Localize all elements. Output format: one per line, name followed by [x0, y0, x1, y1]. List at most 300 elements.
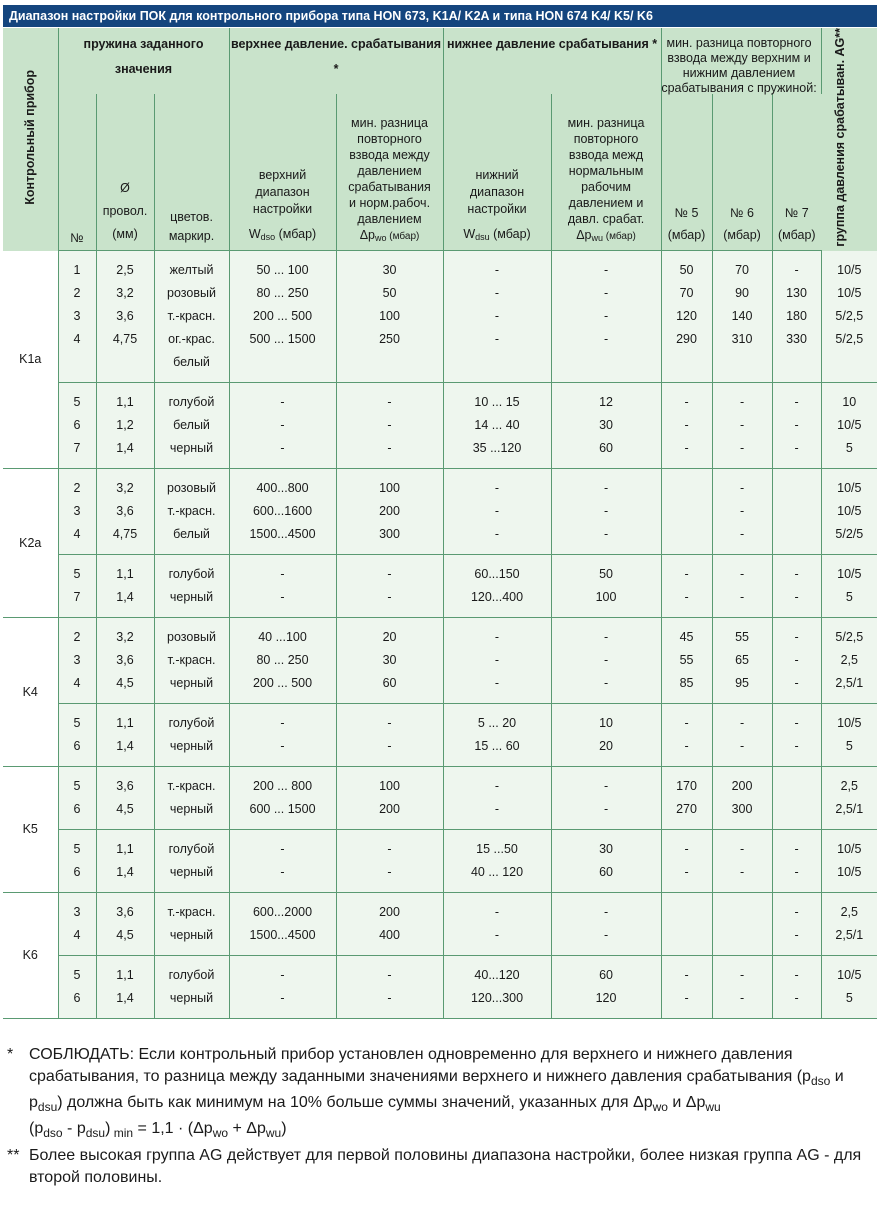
table-body	[3, 251, 877, 1019]
cell-value: 400...800	[256, 481, 309, 496]
cell-value	[662, 901, 712, 924]
cell-wdsu	[443, 555, 551, 618]
cell-value: 120...400	[470, 590, 524, 605]
cell-wdsu	[443, 251, 551, 383]
cell-value: 50	[679, 263, 694, 278]
table-row-block	[3, 830, 877, 893]
cell-value: -	[684, 418, 689, 433]
cell-value: 200 ... 800	[252, 779, 313, 794]
cell-value: -	[684, 395, 689, 410]
cell-n6	[712, 555, 772, 618]
cell-value: -	[603, 481, 609, 496]
table-row-block	[3, 956, 877, 1019]
cell-wdsu	[443, 704, 551, 767]
cell-value: -	[387, 441, 392, 456]
cell-value: 30	[599, 418, 613, 433]
cell-value	[713, 901, 772, 924]
header-dpwo-l3: взвода между	[349, 148, 430, 163]
cell-value: 6	[73, 739, 81, 754]
cell-value: 5	[73, 968, 81, 983]
header-dpwu-l7: давл. срабат.	[567, 212, 645, 227]
cell-value: -	[684, 590, 689, 605]
cell-color	[154, 251, 229, 383]
cell-value: 3,6	[116, 504, 134, 519]
cell-wire	[96, 555, 154, 618]
cell-color	[154, 893, 229, 956]
cell-value: -	[684, 716, 689, 731]
header-dpwo-l4: давлением	[357, 164, 422, 179]
cell-dpwo	[336, 830, 443, 893]
header-dpwu-l4: нормальным	[568, 164, 644, 179]
cell-no	[58, 893, 96, 956]
cell-dpwo	[336, 893, 443, 956]
cell-value	[662, 500, 712, 523]
cell-value: -	[494, 928, 500, 943]
cell-value: 1,1	[116, 968, 134, 983]
footnote-2	[7, 1145, 877, 1189]
cell-value: -	[280, 590, 285, 605]
header-color	[154, 94, 229, 251]
cell-value	[822, 351, 878, 374]
cell-dpwu	[551, 767, 661, 830]
cell-value: 70	[679, 286, 694, 301]
cell-value: -	[794, 865, 799, 880]
cell-n7	[772, 767, 821, 830]
cell-value: -	[739, 441, 745, 456]
cell-value: 35 ...120	[472, 441, 522, 456]
cell-value: 4	[73, 527, 81, 542]
device-cell: K2a	[3, 469, 58, 618]
cell-dpwu	[551, 469, 661, 555]
cell-ag	[821, 469, 877, 555]
cell-value: 30	[599, 842, 613, 857]
cell-value: -	[794, 676, 799, 691]
cell-dpwo	[336, 704, 443, 767]
cell-value: 4	[73, 928, 81, 943]
header-dpwu-l6: давлением и	[568, 196, 644, 211]
cell-wdso	[229, 555, 336, 618]
cell-value: 200	[379, 905, 400, 920]
cell-wire	[96, 618, 154, 704]
cell-value: 4,75	[112, 332, 138, 347]
header-wire-l3: (мм)	[112, 227, 138, 242]
cell-value: 3	[73, 309, 81, 324]
cell-value: 2,5/1	[835, 676, 864, 691]
cell-value: -	[684, 968, 689, 983]
cell-value: белый	[173, 355, 210, 370]
cell-value: 100	[379, 481, 400, 496]
cell-value: 300	[731, 802, 753, 817]
cell-n7	[772, 704, 821, 767]
cell-value: -	[603, 779, 609, 794]
cell-value: голубой	[168, 968, 215, 983]
header-n6-label: № 6	[730, 206, 754, 221]
cell-value: голубой	[168, 567, 215, 582]
cell-color	[154, 618, 229, 704]
cell-value: 10/5	[837, 716, 862, 731]
cell-value: черный	[169, 865, 214, 880]
cell-n5	[661, 469, 712, 555]
cell-value: 120	[595, 991, 617, 1006]
cell-value: -	[684, 865, 689, 880]
cell-value: -	[794, 739, 799, 754]
cell-no	[58, 555, 96, 618]
cell-ag	[821, 618, 877, 704]
cell-wire	[96, 830, 154, 893]
cell-value: -	[794, 991, 799, 1006]
cell-value: 100	[595, 590, 617, 605]
cell-value: -	[280, 739, 285, 754]
cell-value	[444, 351, 551, 374]
cell-value: -	[280, 395, 285, 410]
cell-value: -	[280, 441, 285, 456]
cell-value	[773, 523, 821, 546]
cell-value: -	[387, 567, 392, 582]
cell-n5	[661, 251, 712, 383]
cell-value: 2,5/1	[835, 802, 864, 817]
cell-value	[773, 500, 821, 523]
cell-value: -	[603, 263, 609, 278]
cell-value: 600 ... 1500	[249, 802, 316, 817]
cell-value: 200	[379, 504, 400, 519]
cell-value: т.-красн.	[167, 653, 216, 668]
header-dpwu-l2: повторного	[573, 132, 639, 147]
table-row-block	[3, 704, 877, 767]
header-wdsu-l3: настройки	[467, 202, 527, 217]
cell-dpwu	[551, 618, 661, 704]
cell-value: 1500...4500	[249, 928, 316, 943]
cell-ag	[821, 251, 877, 383]
cell-value: 5/2/5	[835, 527, 864, 542]
cell-n5	[661, 383, 712, 469]
header-wdsu-l2: диапазон	[469, 185, 525, 200]
cell-value: т.-красн.	[167, 504, 216, 519]
cell-wdsu	[443, 956, 551, 1019]
cell-value: т.-красн.	[167, 905, 216, 920]
cell-value: 3,6	[116, 309, 134, 324]
cell-value: 5	[845, 991, 853, 1006]
cell-value: 45	[679, 630, 694, 645]
cell-no	[58, 704, 96, 767]
cell-value	[662, 477, 712, 500]
cell-value: 5 ... 20	[477, 716, 517, 731]
cell-value: 2,5	[840, 905, 858, 920]
cell-value: 90	[735, 286, 749, 301]
cell-value: т.-красн.	[167, 779, 216, 794]
cell-value: -	[794, 263, 799, 278]
cell-value: розовый	[167, 630, 216, 645]
cell-value: 500 ... 1500	[249, 332, 316, 347]
cell-value: -	[739, 567, 745, 582]
cell-value: 120...300	[470, 991, 524, 1006]
header-n7-label: № 7	[784, 206, 809, 221]
cell-value: 5	[845, 441, 853, 456]
cell-value: -	[603, 653, 609, 668]
cell-value: 10	[599, 716, 613, 731]
cell-value: 5/2,5	[835, 309, 864, 323]
cell-value: 60	[599, 968, 613, 983]
cell-wdso	[229, 830, 336, 893]
cell-wire	[96, 251, 154, 383]
cell-value: 30	[382, 653, 397, 668]
cell-value: -	[280, 842, 285, 857]
cell-value: -	[603, 905, 609, 920]
header-ag	[821, 28, 877, 251]
cell-n7	[772, 618, 821, 704]
cell-value	[662, 351, 712, 374]
header-dpwo-l1: мин. разница	[351, 116, 428, 131]
cell-value: 85	[679, 676, 694, 691]
cell-value: -	[603, 527, 609, 542]
cell-n6	[712, 469, 772, 555]
cell-value: 7	[73, 441, 81, 456]
cell-value: 4	[73, 332, 81, 347]
table-row-block	[3, 555, 877, 618]
cell-value: 4,5	[116, 928, 134, 943]
cell-value: -	[603, 928, 609, 943]
cell-value: -	[494, 779, 500, 794]
cell-dpwu	[551, 383, 661, 469]
cell-value: 10/5	[837, 504, 862, 519]
cell-value: черный	[169, 590, 214, 605]
cell-value: -	[794, 441, 799, 456]
cell-value: 5	[73, 779, 81, 794]
cell-dpwu	[551, 956, 661, 1019]
cell-value: -	[739, 504, 745, 519]
header-n5-unit: (мбар)	[667, 228, 706, 243]
cell-value: 4,75	[112, 527, 138, 542]
header-dpwo-l2: повторного	[357, 132, 422, 147]
cell-dpwo	[336, 469, 443, 555]
cell-value: 20	[599, 739, 613, 754]
cell-value: -	[387, 395, 392, 410]
cell-value: голубой	[168, 395, 215, 410]
cell-value	[713, 351, 772, 374]
cell-value: -	[280, 991, 285, 1006]
cell-value	[662, 924, 712, 947]
cell-value: -	[739, 865, 745, 880]
cell-wdso	[229, 618, 336, 704]
cell-value: 2,5	[116, 263, 134, 278]
cell-value: -	[794, 418, 799, 433]
cell-value: -	[684, 441, 689, 456]
cell-ag	[821, 704, 877, 767]
cell-value: -	[494, 504, 500, 519]
header-dpwu-l5: рабочим	[581, 180, 631, 195]
header-wdso	[229, 94, 336, 251]
cell-wire	[96, 893, 154, 956]
device-cell: K4	[3, 618, 58, 767]
cell-value: -	[494, 527, 500, 542]
cell-n7	[772, 830, 821, 893]
cell-wire	[96, 767, 154, 830]
cell-value: 330	[786, 332, 807, 347]
cell-color	[154, 555, 229, 618]
cell-no	[58, 830, 96, 893]
cell-dpwo	[336, 956, 443, 1019]
header-n5	[661, 94, 712, 251]
cell-value: ог.-крас.	[168, 332, 215, 347]
cell-wdso	[229, 893, 336, 956]
cell-value: 1,1	[116, 395, 134, 410]
cell-value	[773, 351, 821, 374]
header-dpwo-l5: срабатывания	[348, 180, 431, 195]
cell-value: 5/2,5	[835, 630, 864, 645]
cell-value: -	[739, 739, 745, 754]
cell-wdsu	[443, 893, 551, 956]
cell-n6	[712, 618, 772, 704]
cell-value	[773, 477, 821, 500]
cell-dpwu	[551, 704, 661, 767]
cell-value: -	[280, 968, 285, 983]
cell-n6	[712, 956, 772, 1019]
cell-ag	[821, 893, 877, 956]
cell-ag	[821, 767, 877, 830]
cell-value: 6	[73, 865, 81, 880]
cell-value: -	[280, 418, 285, 433]
header-device	[3, 28, 58, 251]
cell-dpwo	[336, 618, 443, 704]
cell-value	[552, 351, 661, 374]
cell-value: -	[684, 842, 689, 857]
cell-value: -	[387, 991, 392, 1006]
cell-wdso	[229, 704, 336, 767]
cell-value: 50 ... 100	[256, 263, 309, 278]
cell-value: -	[603, 286, 609, 301]
cell-n7	[772, 893, 821, 956]
table-title: Диапазон настройки ПОК для контрольного прибора типа HON 673, K1A/ K2A и типа HON 674 K4/ K5/ K6	[3, 5, 877, 27]
cell-value: 1500...4500	[249, 527, 316, 542]
cell-no	[58, 383, 96, 469]
cell-value: 2,5	[840, 779, 858, 794]
header-n6-unit: (мбар)	[723, 228, 761, 243]
cell-wire	[96, 956, 154, 1019]
cell-value: -	[494, 802, 500, 817]
table-row-block	[3, 251, 877, 383]
cell-value: 310	[731, 332, 753, 347]
cell-n6	[712, 704, 772, 767]
cell-value: 40 ...100	[258, 630, 307, 645]
cell-value: -	[739, 716, 745, 731]
header-dpwo-l7: давлением	[357, 212, 422, 227]
cell-value: 180	[786, 309, 807, 324]
header-dpwo-l6: и норм.рабоч.	[348, 196, 431, 211]
footnote-1-mark: *	[7, 1046, 14, 1063]
cell-wire	[96, 383, 154, 469]
cell-value: 6	[73, 991, 81, 1006]
header-dpwo	[336, 94, 443, 251]
cell-value: 100	[379, 309, 400, 324]
cell-value: 10/5	[837, 842, 862, 857]
header-wdso-l2: диапазон	[255, 185, 310, 200]
footnote-1	[7, 1044, 877, 1145]
cell-n5	[661, 618, 712, 704]
header-wdsu	[443, 94, 551, 251]
cell-value: черный	[169, 441, 214, 456]
header-dpwu-l1: мин. разница	[567, 116, 645, 131]
header-wdsu-l1: нижний	[475, 168, 519, 183]
cell-value: 80 ... 250	[256, 653, 309, 668]
cell-value: 5	[73, 395, 81, 410]
table-row-block	[3, 893, 877, 956]
cell-value: -	[387, 842, 392, 857]
header-wdso-symbol: Wdso (мбар)	[248, 227, 317, 243]
header-wdsu-symbol: Wdsu (мбар)	[463, 227, 531, 243]
cell-value: -	[280, 716, 285, 731]
cell-value: 5	[845, 590, 853, 605]
cell-value: -	[603, 332, 609, 347]
cell-dpwo	[336, 767, 443, 830]
cell-value: черный	[169, 991, 214, 1006]
cell-value: -	[387, 590, 392, 605]
cell-value: 400	[379, 928, 400, 943]
cell-value: 50	[599, 567, 613, 582]
cell-no	[58, 956, 96, 1019]
cell-value: -	[494, 309, 500, 324]
cell-value: -	[739, 590, 745, 605]
cell-value: голубой	[168, 716, 215, 731]
cell-value: 5/2,5	[835, 332, 864, 346]
cell-value: 120	[676, 309, 697, 324]
cell-wdsu	[443, 767, 551, 830]
cell-no	[58, 469, 96, 555]
cell-value	[59, 351, 96, 374]
cell-value: -	[603, 504, 609, 519]
cell-value: -	[387, 968, 392, 983]
cell-value: -	[794, 590, 799, 605]
cell-value: 3	[73, 905, 81, 920]
footnote-2-mark: **	[7, 1146, 20, 1164]
cell-value: 3	[73, 653, 81, 668]
cell-ag	[821, 830, 877, 893]
cell-color	[154, 767, 229, 830]
cell-value: 10/5	[837, 968, 862, 983]
header-wire-l2: провол.	[102, 204, 148, 219]
cell-value: 10/5	[837, 481, 862, 496]
cell-value: 6	[73, 802, 81, 817]
cell-value: -	[684, 991, 689, 1006]
cell-wdsu	[443, 469, 551, 555]
cell-value: 10/5	[837, 418, 862, 433]
cell-value: -	[603, 802, 609, 817]
cell-value: -	[387, 739, 392, 754]
cell-value: 30	[382, 263, 397, 278]
cell-no	[58, 618, 96, 704]
cell-value: -	[494, 332, 500, 347]
cell-ag	[821, 555, 877, 618]
cell-value: 40 ... 120	[470, 865, 524, 880]
header-n7-unit: (мбар)	[778, 228, 816, 243]
cell-value: черный	[169, 802, 214, 817]
cell-value: 10	[842, 395, 857, 410]
table-row-block	[3, 383, 877, 469]
cell-value: -	[794, 716, 799, 731]
cell-ag	[821, 956, 877, 1019]
cell-value: 5	[845, 739, 853, 754]
cell-value	[773, 775, 821, 798]
cell-value: -	[387, 865, 392, 880]
cell-value	[662, 523, 712, 546]
cell-value: -	[739, 842, 745, 857]
cell-value: 14 ... 40	[474, 418, 520, 433]
cell-value: -	[494, 653, 500, 668]
cell-value: 100	[379, 779, 400, 794]
cell-value: 300	[379, 527, 400, 542]
cell-value: 65	[735, 653, 749, 668]
cell-value: желтый	[169, 263, 214, 278]
cell-value: -	[387, 418, 392, 433]
cell-wdsu	[443, 830, 551, 893]
